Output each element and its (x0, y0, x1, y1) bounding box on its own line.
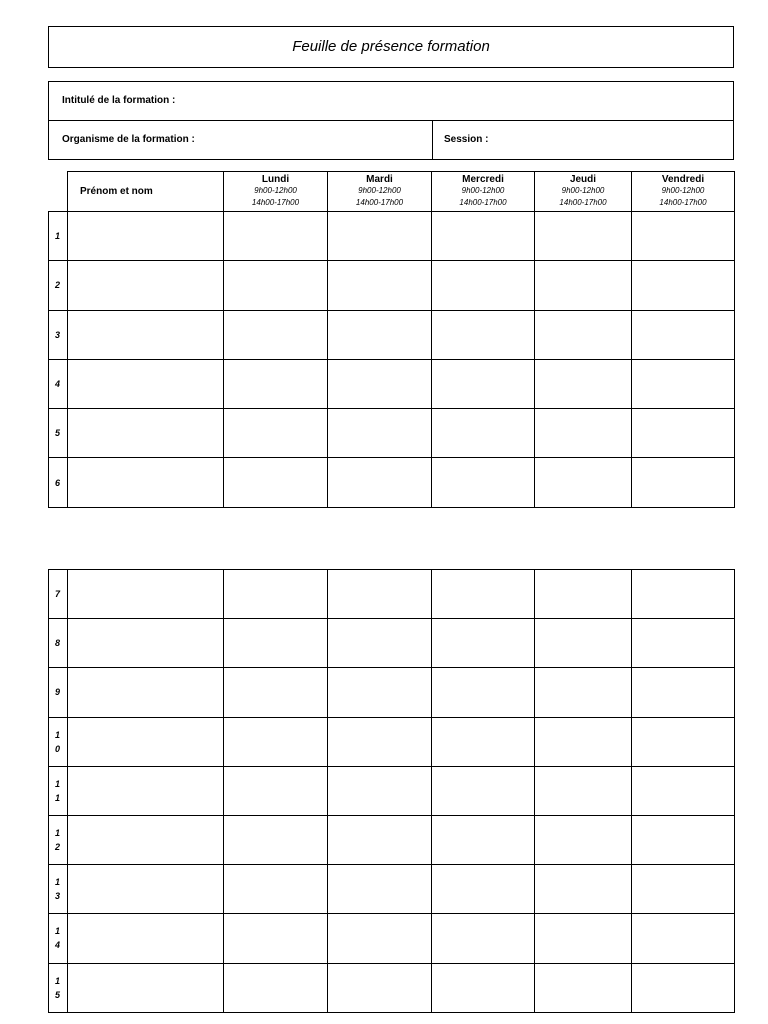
signature-cell[interactable] (632, 359, 735, 408)
signature-cell[interactable] (632, 865, 735, 914)
signature-cell[interactable] (632, 458, 735, 507)
signature-cell[interactable] (328, 815, 432, 864)
row-number-line: 7 (55, 589, 61, 600)
row-number (49, 458, 68, 507)
signature-cell[interactable] (535, 310, 632, 359)
signature-cell[interactable] (632, 668, 735, 717)
signature-cell[interactable] (535, 766, 632, 815)
signature-cell[interactable] (632, 409, 735, 458)
signature-cell[interactable] (432, 409, 535, 458)
signature-cell[interactable] (632, 619, 735, 668)
signature-cell[interactable] (632, 963, 735, 1012)
signature-cell[interactable] (535, 458, 632, 507)
name-cell[interactable] (68, 815, 224, 864)
signature-cell[interactable] (224, 815, 328, 864)
afternoon-hours: 14h00-17h00 (559, 198, 607, 207)
row-number-line: 4 (55, 379, 61, 390)
attendee-row (49, 310, 735, 359)
signature-cell[interactable] (535, 570, 632, 619)
row-number (49, 409, 68, 458)
signature-cell[interactable] (432, 212, 535, 261)
signature-cell[interactable] (328, 668, 432, 717)
header-name-cell: Prénom et nom (68, 172, 224, 212)
info-col-divider (432, 120, 433, 159)
attendee-row (49, 359, 735, 408)
signature-cell[interactable] (224, 310, 328, 359)
signature-cell[interactable] (224, 668, 328, 717)
signature-cell[interactable] (632, 815, 735, 864)
row-number-line: 1 (55, 926, 61, 937)
attendee-row (49, 717, 735, 766)
name-cell[interactable] (68, 409, 224, 458)
attendee-row (49, 668, 735, 717)
row-number-line: 5 (55, 989, 61, 1000)
name-cell[interactable] (68, 458, 224, 507)
attendee-row (49, 865, 735, 914)
row-number (49, 963, 68, 1012)
signature-cell[interactable] (432, 570, 535, 619)
row-number (49, 865, 68, 914)
attendee-row (49, 963, 735, 1012)
signature-cell[interactable] (224, 409, 328, 458)
morning-hours: 9h00-12h00 (561, 186, 605, 195)
signature-cell[interactable] (328, 865, 432, 914)
attendee-row (49, 409, 735, 458)
row-number-line: 1 (55, 729, 61, 740)
signature-cell[interactable] (535, 963, 632, 1012)
name-cell[interactable] (68, 668, 224, 717)
row-number-line: 1 (55, 828, 61, 839)
afternoon-hours: 14h00-17h00 (355, 198, 404, 207)
attendee-row (49, 570, 735, 619)
page-title: Feuille de présence formation (292, 38, 490, 55)
morning-hours: 9h00-12h00 (661, 186, 705, 195)
signature-cell[interactable] (632, 212, 735, 261)
header-day-cell (328, 172, 432, 212)
row-number-line: 5 (55, 428, 61, 439)
signature-cell[interactable] (535, 914, 632, 963)
name-cell[interactable] (68, 963, 224, 1012)
row-number-line: 4 (55, 940, 61, 951)
signature-cell[interactable] (632, 717, 735, 766)
header-day-cell (432, 172, 535, 212)
name-cell[interactable] (68, 865, 224, 914)
signature-cell[interactable] (432, 865, 535, 914)
row-number-line: 1 (55, 975, 61, 986)
attendance-table-2 (48, 569, 735, 1013)
signature-cell[interactable] (632, 310, 735, 359)
signature-cell[interactable] (432, 261, 535, 310)
signature-cell[interactable] (432, 766, 535, 815)
name-cell[interactable] (68, 619, 224, 668)
row-number-line: 8 (55, 638, 61, 649)
signature-cell[interactable] (224, 766, 328, 815)
header-blank-cell (49, 172, 68, 212)
signature-cell[interactable] (328, 766, 432, 815)
row-number (49, 668, 68, 717)
signature-cell[interactable] (432, 914, 535, 963)
signature-cell[interactable] (535, 212, 632, 261)
signature-cell[interactable] (535, 261, 632, 310)
name-cell[interactable] (68, 310, 224, 359)
signature-cell[interactable] (328, 261, 432, 310)
signature-cell[interactable] (328, 212, 432, 261)
signature-cell[interactable] (432, 963, 535, 1012)
attendee-row (49, 914, 735, 963)
row-number (49, 717, 68, 766)
attendee-row (49, 458, 735, 507)
day-label: Lundi (261, 174, 290, 185)
attendee-row (49, 815, 735, 864)
signature-cell[interactable] (224, 359, 328, 408)
row-number-line: 2 (55, 842, 61, 853)
row-number (49, 261, 68, 310)
signature-cell[interactable] (328, 570, 432, 619)
row-number (49, 570, 68, 619)
signature-cell[interactable] (328, 310, 432, 359)
name-cell[interactable] (68, 570, 224, 619)
afternoon-hours: 14h00-17h00 (251, 198, 300, 207)
row-number (49, 310, 68, 359)
signature-cell[interactable] (632, 914, 735, 963)
signature-cell[interactable] (535, 668, 632, 717)
signature-cell[interactable] (535, 359, 632, 408)
row-number (49, 212, 68, 261)
signature-cell[interactable] (224, 570, 328, 619)
signature-cell[interactable] (432, 310, 535, 359)
signature-cell[interactable] (328, 409, 432, 458)
signature-cell[interactable] (432, 668, 535, 717)
info-box (48, 81, 734, 160)
signature-cell[interactable] (224, 212, 328, 261)
morning-hours: 9h00-12h00 (461, 186, 505, 195)
attendance-table-1 (48, 171, 735, 508)
name-cell[interactable] (68, 359, 224, 408)
name-cell[interactable] (68, 766, 224, 815)
row-number-line: 3 (55, 329, 61, 340)
header-day-cell (535, 172, 632, 212)
signature-cell[interactable] (224, 963, 328, 1012)
signature-cell[interactable] (224, 458, 328, 507)
organisme-label: Organisme de la formation : (62, 134, 195, 145)
signature-cell[interactable] (535, 619, 632, 668)
signature-cell[interactable] (632, 766, 735, 815)
row-number-line: 0 (55, 743, 61, 754)
signature-cell[interactable] (432, 359, 535, 408)
row-number-line: 1 (55, 792, 61, 803)
signature-cell[interactable] (632, 261, 735, 310)
signature-cell[interactable] (632, 570, 735, 619)
signature-cell[interactable] (535, 865, 632, 914)
name-cell[interactable] (68, 261, 224, 310)
day-label: Jeudi (569, 174, 597, 185)
signature-cell[interactable] (432, 458, 535, 507)
row-number (49, 359, 68, 408)
signature-cell[interactable] (432, 619, 535, 668)
row-number (49, 815, 68, 864)
title-box (48, 26, 734, 68)
signature-cell[interactable] (224, 865, 328, 914)
signature-cell[interactable] (224, 619, 328, 668)
morning-hours: 9h00-12h00 (358, 186, 401, 195)
intitule-label: Intitulé de la formation : (62, 95, 176, 106)
signature-cell[interactable] (432, 815, 535, 864)
signature-cell[interactable] (224, 914, 328, 963)
row-number-line: 3 (55, 891, 61, 902)
day-label: Vendredi (661, 174, 705, 185)
row-number-line: 1 (55, 877, 61, 888)
row-number (49, 766, 68, 815)
day-label: Mardi (366, 174, 393, 185)
row-number (49, 914, 68, 963)
afternoon-hours: 14h00-17h00 (659, 198, 707, 207)
row-number-line: 6 (55, 477, 61, 488)
row-number-line: 9 (55, 687, 61, 698)
row-number-line: 1 (55, 231, 61, 242)
row-number (49, 619, 68, 668)
signature-cell[interactable] (224, 717, 328, 766)
signature-cell[interactable] (535, 717, 632, 766)
header-day-cell (632, 172, 735, 212)
signature-cell[interactable] (328, 914, 432, 963)
row-number-line: 1 (55, 778, 61, 789)
session-label: Session : (444, 134, 489, 145)
attendee-row (49, 766, 735, 815)
header-day-cell (224, 172, 328, 212)
row-number-line: 2 (55, 280, 61, 291)
signature-cell[interactable] (328, 717, 432, 766)
attendee-row (49, 212, 735, 261)
morning-hours: 9h00-12h00 (254, 186, 297, 195)
attendee-row (49, 261, 735, 310)
signature-cell[interactable] (328, 619, 432, 668)
signature-cell[interactable] (328, 359, 432, 408)
name-cell[interactable] (68, 717, 224, 766)
table-header-row (49, 172, 735, 212)
name-cell[interactable] (68, 212, 224, 261)
day-label: Mercredi (462, 174, 504, 185)
afternoon-hours: 14h00-17h00 (459, 198, 507, 207)
signature-cell[interactable] (535, 815, 632, 864)
signature-cell[interactable] (535, 409, 632, 458)
signature-cell[interactable] (328, 963, 432, 1012)
attendee-row (49, 619, 735, 668)
signature-cell[interactable] (328, 458, 432, 507)
signature-cell[interactable] (432, 717, 535, 766)
info-row-divider (49, 120, 733, 121)
signature-cell[interactable] (224, 261, 328, 310)
name-cell[interactable] (68, 914, 224, 963)
